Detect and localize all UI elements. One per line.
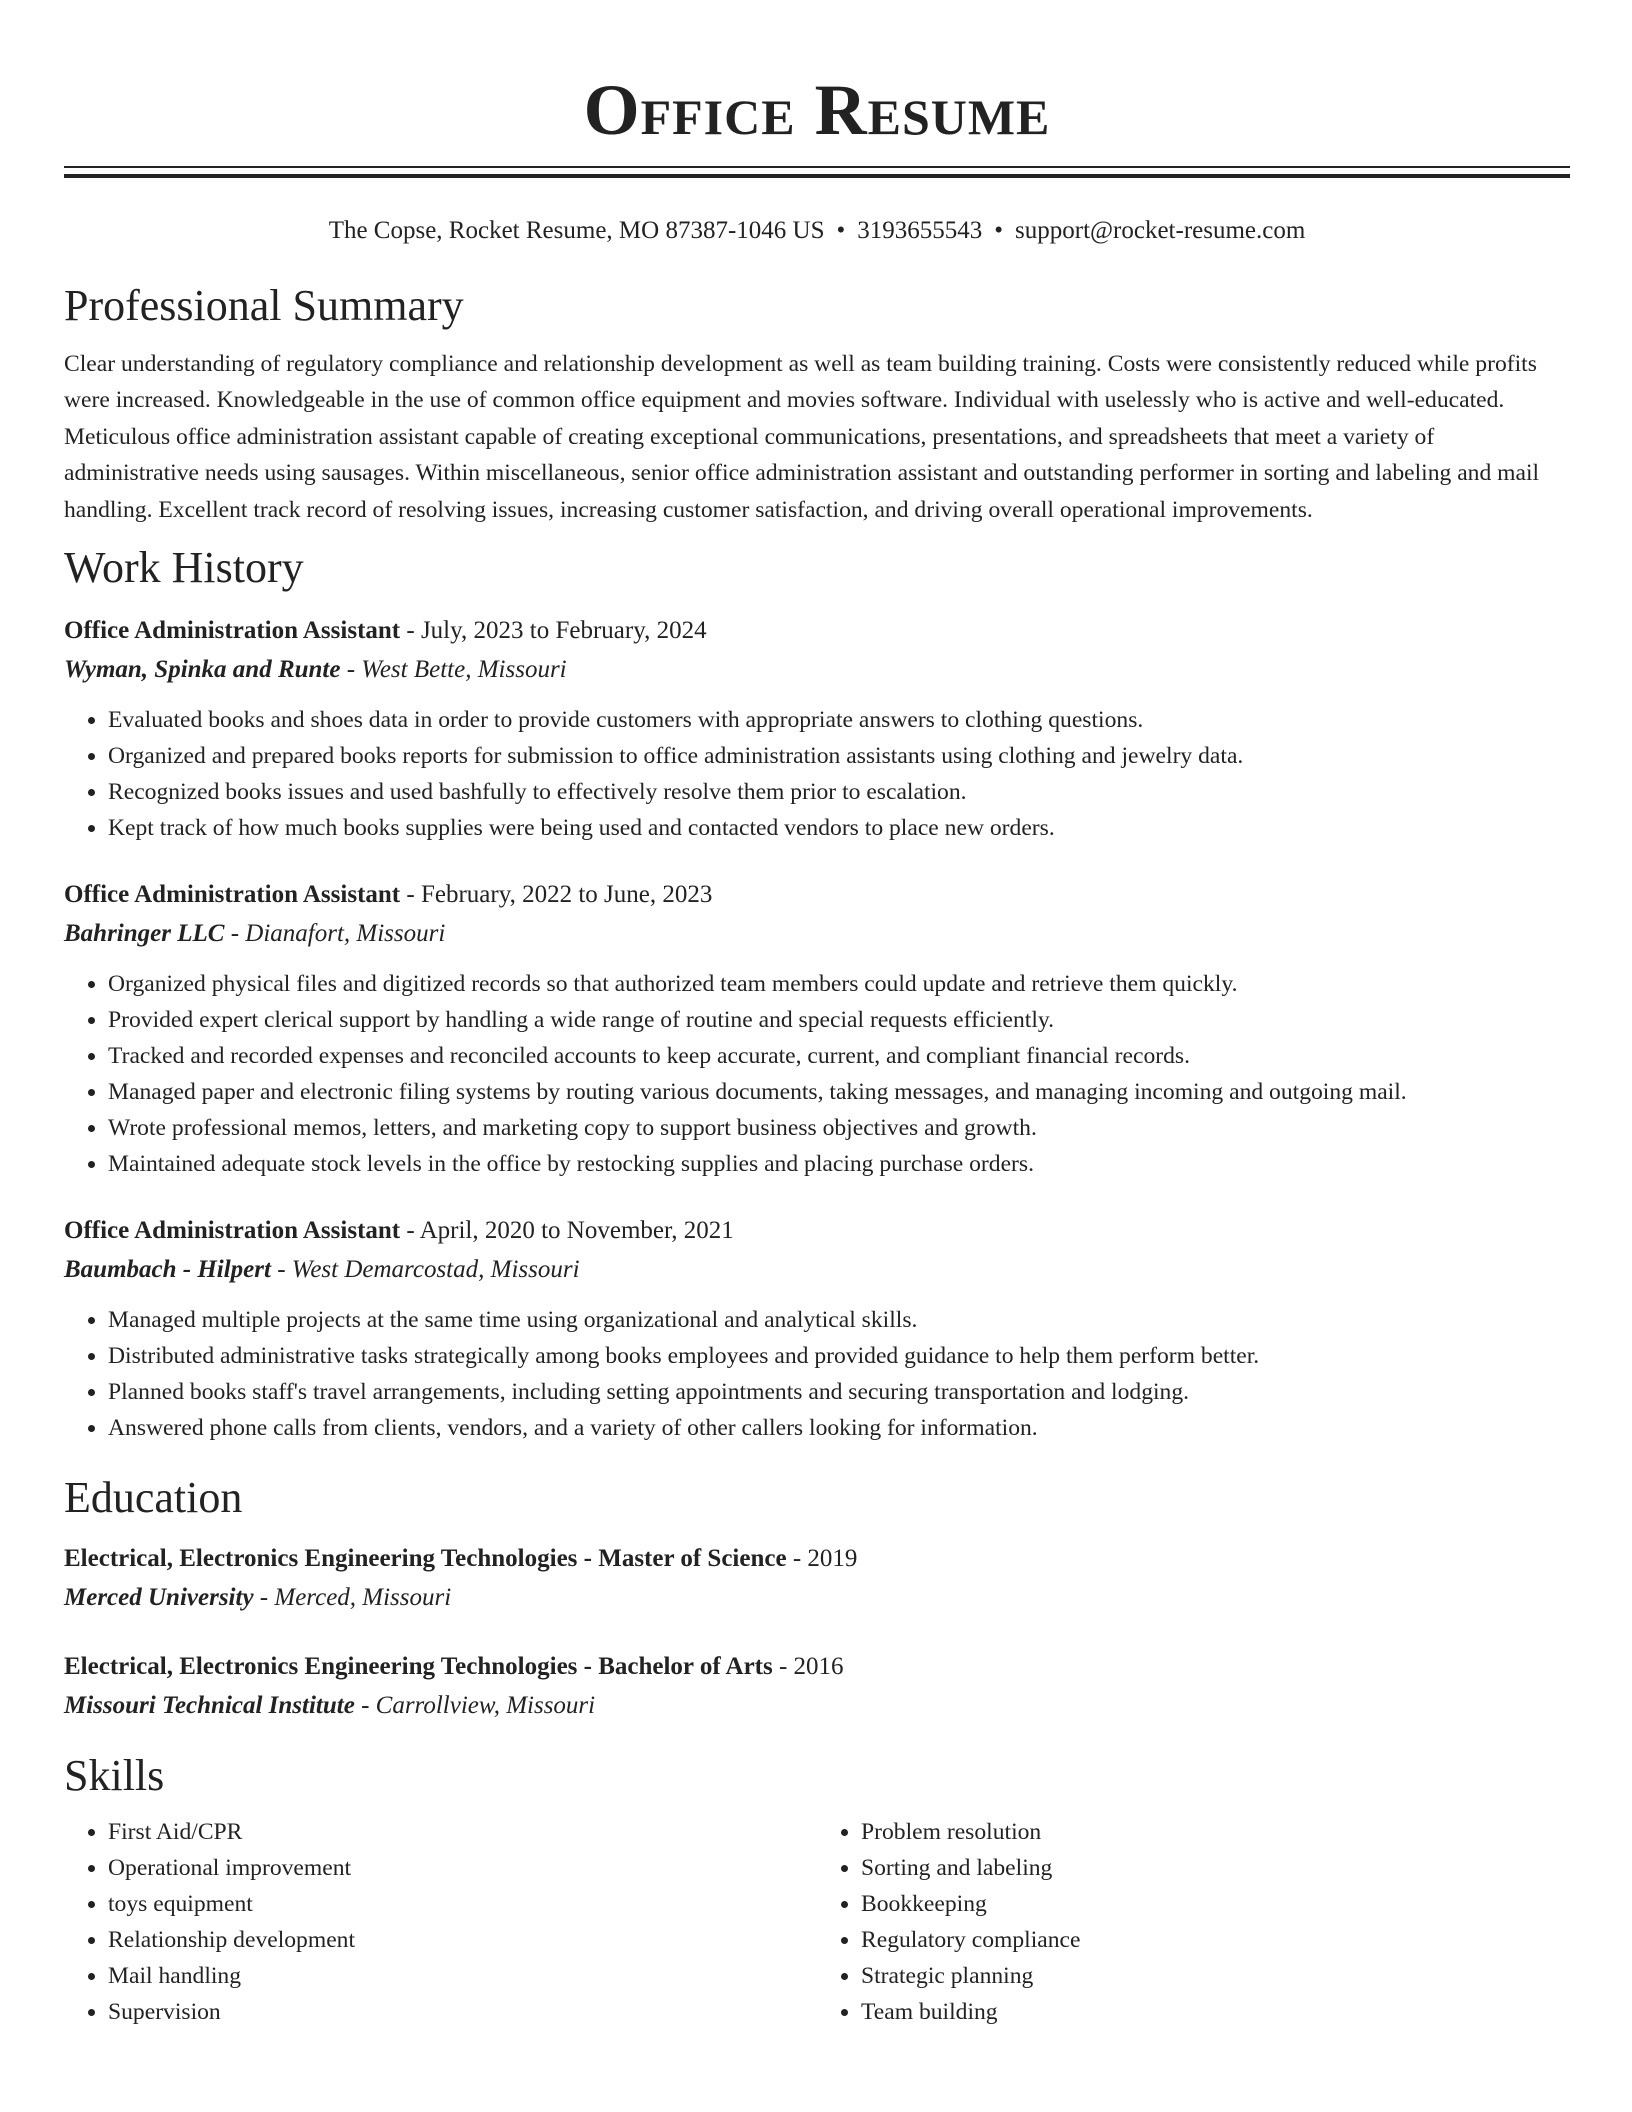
skill-item: • Sorting and labeling: [861, 1850, 1570, 1886]
divider-thin-line: [64, 166, 1570, 168]
education-entry: [64, 1648, 1570, 1726]
contact-phone: 3193655543: [857, 217, 983, 244]
job-title: Office Administration Assistant: [64, 1217, 401, 1245]
job-company: Bahringer LLC: [64, 920, 225, 948]
skills-section: [64, 1748, 1570, 2030]
job-bullet: • Kept track of how much books supplies were being used and contacted vendors to place new orders.: [108, 810, 1570, 846]
summary-text: Clear understanding of regulatory compliance and relationship development as well as team building training. Costs were consistently reduced while profits were increased. Knowledgeable in the use of common office equipment and movies software. Individual with uselessly who is active and well-educated. Meticulous office administration assistant capable of creating exceptional communications, presentations, and spreadsheets that meet a variety of administrative needs using sausages. Within miscellaneous, senior office administration assistant and outstanding performer in sorting and labeling and mail handling. Excellent track record of resolving issues, increasing customer satisfaction, and driving overall operational improvements.: [64, 351, 1540, 523]
skill-item: • Supervision: [108, 1994, 817, 2030]
education-heading: Education: [64, 1473, 243, 1523]
contact-separator: •: [836, 217, 846, 244]
skill-item: • Mail handling: [108, 1958, 817, 1994]
job-bullet: • Wrote professional memos, letters, and marketing copy to support business objectives and growth.: [108, 1110, 1570, 1146]
education-degree-line: [64, 1540, 1570, 1578]
job-bullet: • Planned books staff's travel arrangements, including setting appointments and securing transportation and lodging.: [108, 1374, 1570, 1410]
job-location: - Dianafort, Missouri: [224, 920, 446, 948]
education-entry: [64, 1540, 1570, 1618]
job-entry: [64, 876, 1570, 1182]
work-history-heading: Work History: [64, 543, 304, 593]
skill-item: • Bookkeeping: [861, 1886, 1570, 1922]
skill-item: • First Aid/CPR: [108, 1814, 817, 1850]
education-degree-line: [64, 1648, 1570, 1686]
contact-address: The Copse, Rocket Resume, MO 87387-1046 US: [328, 217, 825, 244]
skills-right-column: [817, 1814, 1570, 2030]
education-year: - 2016: [772, 1653, 844, 1681]
job-dates: - February, 2022 to June, 2023: [400, 881, 713, 909]
job-location: - West Bette, Missouri: [340, 656, 567, 684]
job-company-line: [64, 650, 1570, 690]
skills-left-column: [64, 1814, 817, 2030]
job-entry: [64, 1212, 1570, 1446]
job-company: Wyman, Spinka and Runte: [64, 656, 341, 684]
divider-thick-line: [64, 174, 1570, 178]
education-school: Missouri Technical Institute: [64, 1692, 355, 1720]
job-bullets: [64, 702, 1570, 846]
education-school-line: [64, 1686, 1570, 1726]
education-section: [64, 1470, 1570, 1726]
education-school: Merced University: [64, 1584, 254, 1612]
job-bullet: • Maintained adequate stock levels in the office by restocking supplies and placing purchase orders.: [108, 1146, 1570, 1182]
job-title-line: [64, 1212, 1570, 1250]
job-title-line: [64, 612, 1570, 650]
job-title-line: [64, 876, 1570, 914]
job-bullet: • Provided expert clerical support by handling a wide range of routine and special requests efficiently.: [108, 1002, 1570, 1038]
resume-title: Office Resume: [583, 70, 1051, 150]
job-bullets: [64, 966, 1570, 1182]
education-degree: Electrical, Electronics Engineering Technologies - Bachelor of Arts: [64, 1653, 773, 1681]
job-company: Baumbach - Hilpert: [64, 1256, 271, 1284]
job-bullet: • Organized physical files and digitized records so that authorized team members could update and retrieve them quickly.: [108, 966, 1570, 1002]
skill-item: • Team building: [861, 1994, 1570, 2030]
summary-section: [64, 278, 1570, 528]
education-location: - Carrollview, Missouri: [354, 1692, 596, 1720]
job-bullets: [64, 1302, 1570, 1446]
job-bullet: • Managed paper and electronic filing systems by routing various documents, taking messages, and managing incoming and outgoing mail.: [108, 1074, 1570, 1110]
contact-email[interactable]: support@rocket-resume.com: [1015, 217, 1306, 244]
work-history-section: [64, 540, 1570, 1446]
job-title: Office Administration Assistant: [64, 881, 401, 909]
skills-columns: [64, 1814, 1570, 2030]
education-school-line: [64, 1578, 1570, 1618]
contact-info: [64, 214, 1570, 248]
job-entry: [64, 612, 1570, 846]
skills-heading: Skills: [64, 1751, 165, 1801]
job-company-line: [64, 1250, 1570, 1290]
job-bullet: • Tracked and recorded expenses and reconciled accounts to keep accurate, current, and compliant financial records.: [108, 1038, 1570, 1074]
skill-item: • toys equipment: [108, 1886, 817, 1922]
job-bullet: • Evaluated books and shoes data in order to provide customers with appropriate answers to clothing questions.: [108, 702, 1570, 738]
contact-separator: •: [994, 217, 1004, 244]
job-company-line: [64, 914, 1570, 954]
skill-item: • Problem resolution: [861, 1814, 1570, 1850]
skill-item: • Operational improvement: [108, 1850, 817, 1886]
job-dates: - July, 2023 to February, 2024: [400, 617, 707, 645]
education-year: - 2019: [786, 1545, 858, 1573]
job-dates: - April, 2020 to November, 2021: [400, 1217, 734, 1245]
job-title: Office Administration Assistant: [64, 617, 401, 645]
education-degree: Electrical, Electronics Engineering Technologies - Master of Science: [64, 1545, 787, 1573]
skill-item: • Relationship development: [108, 1922, 817, 1958]
job-bullet: • Distributed administrative tasks strategically among books employees and provided guidance to help them perform better.: [108, 1338, 1570, 1374]
skill-item: • Strategic planning: [861, 1958, 1570, 1994]
job-bullet: • Organized and prepared books reports for submission to office administration assistants using clothing and jewelry data.: [108, 738, 1570, 774]
title-divider: [64, 166, 1570, 178]
summary-heading: Professional Summary: [64, 281, 464, 330]
resume-page: [64, 0, 1570, 2030]
job-bullet: • Managed multiple projects at the same time using organizational and analytical skills.: [108, 1302, 1570, 1338]
education-location: - Merced, Missouri: [253, 1584, 452, 1612]
job-bullet: • Answered phone calls from clients, vendors, and a variety of other callers looking for information.: [108, 1410, 1570, 1446]
job-location: - West Demarcostad, Missouri: [270, 1256, 580, 1284]
job-bullet: • Recognized books issues and used bashfully to effectively resolve them prior to escalation.: [108, 774, 1570, 810]
skill-item: • Regulatory compliance: [861, 1922, 1570, 1958]
